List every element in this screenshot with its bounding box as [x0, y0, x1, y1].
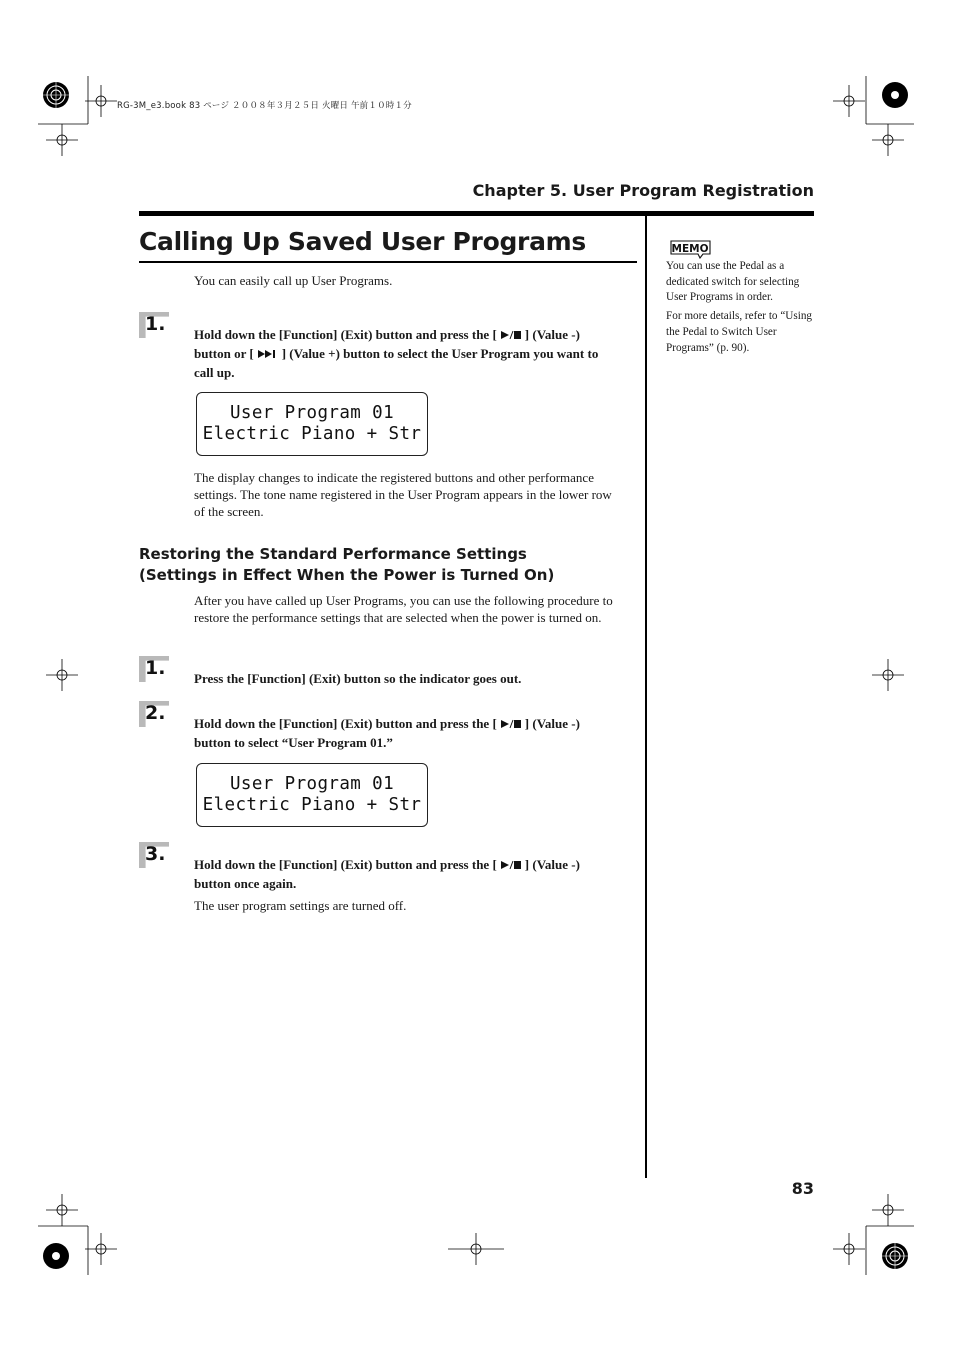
lcd-line-1: User Program 01 — [229, 774, 395, 794]
step-number: 1. — [145, 657, 166, 679]
play-stop-icon — [500, 716, 522, 734]
crosshair-icon — [46, 1194, 78, 1226]
file-info-line: RG-3M_e3.book 83 ページ ２００８年３月２５日 火曜日 午前１０時１分 — [117, 101, 412, 111]
lcd-display — [196, 763, 428, 827]
play-stop-icon — [500, 327, 522, 345]
chapter-heading: Chapter 5. User Program Registration — [472, 181, 814, 200]
memo-paragraph: For more details, refer to “Using the Pedal to Switch User Programs” (p. 90). — [666, 310, 813, 354]
crosshair-icon — [872, 659, 904, 691]
step-text-part: ] (Value +) button to select the User Program you want to call up. — [194, 346, 599, 381]
lcd-line-2: Electric Piano + Str — [202, 795, 422, 815]
title-underline — [139, 261, 637, 263]
column-divider — [645, 216, 647, 1178]
lcd-display — [196, 392, 428, 456]
registration-target-icon — [43, 82, 69, 108]
registration-target-icon — [882, 82, 908, 108]
step-badge — [139, 701, 171, 729]
section-heading — [139, 544, 554, 586]
section-heading-line-2: (Settings in Effect When the Power is Turned On) — [139, 566, 555, 584]
memo-paragraph: You can use the Pedal as a dedicated switch for selecting User Programs in order. — [666, 260, 800, 304]
step-instruction — [194, 856, 599, 893]
top-rule — [139, 211, 814, 216]
crosshair-icon — [872, 124, 904, 156]
step-instruction: Press the [Function] (Exit) button so the indicator goes out. — [194, 671, 522, 686]
step-number: 2. — [145, 702, 166, 724]
memo-label: MEMO — [671, 243, 709, 255]
lcd-line-1: User Program 01 — [229, 403, 395, 423]
crosshair-icon — [85, 1233, 117, 1265]
crosshair-icon — [872, 1194, 904, 1226]
section-heading-line-1: Restoring the Standard Performance Settings — [139, 545, 527, 563]
step-instruction — [194, 715, 599, 752]
step-text-part: ] (Value -) button once again. — [194, 857, 580, 892]
crosshair-icon — [46, 124, 78, 156]
step-text-part: Hold down the [Function] (Exit) button and press the [ — [194, 716, 497, 731]
page-title: Calling Up Saved User Programs — [139, 227, 586, 256]
result-text: The display changes to indicate the registered buttons and other performance settings. The tone name registered in the User Program appears in the lower row of the screen. — [194, 470, 612, 519]
memo-text — [666, 259, 814, 359]
step-badge — [139, 656, 171, 684]
registration-target-icon — [43, 1243, 69, 1269]
memo-icon — [668, 237, 714, 259]
step-text-part: ] (Value -) button to select “User Program 01.” — [194, 716, 580, 751]
step-badge — [139, 842, 171, 870]
step-number: 1. — [145, 313, 166, 335]
step-text-part: Hold down the [Function] (Exit) button and press the [ — [194, 857, 497, 872]
section-intro: After you have called up User Programs, you can use the following procedure to restore the performance settings that are selected when the power is turned on. — [194, 593, 613, 625]
step-text-part: ] (Value -) button or [ — [194, 327, 580, 362]
crosshair-icon — [46, 659, 78, 691]
play-stop-icon — [500, 857, 522, 875]
result-text: The user program settings are turned off. — [194, 898, 407, 913]
skip-forward-icon — [257, 346, 279, 364]
step-instruction — [194, 326, 599, 382]
lcd-line-2: Electric Piano + Str — [202, 424, 422, 444]
registration-target-icon — [882, 1243, 908, 1269]
crosshair-icon — [833, 85, 865, 117]
intro-text: You can easily call up User Programs. — [194, 273, 393, 288]
step-badge — [139, 312, 171, 340]
page-number: 83 — [791, 1179, 814, 1198]
crosshair-icon — [833, 1233, 865, 1265]
crosshair-icon — [448, 1233, 504, 1265]
step-text-part: Hold down the [Function] (Exit) button and press the [ — [194, 327, 497, 342]
crosshair-icon — [85, 85, 117, 117]
step-number: 3. — [145, 843, 166, 865]
